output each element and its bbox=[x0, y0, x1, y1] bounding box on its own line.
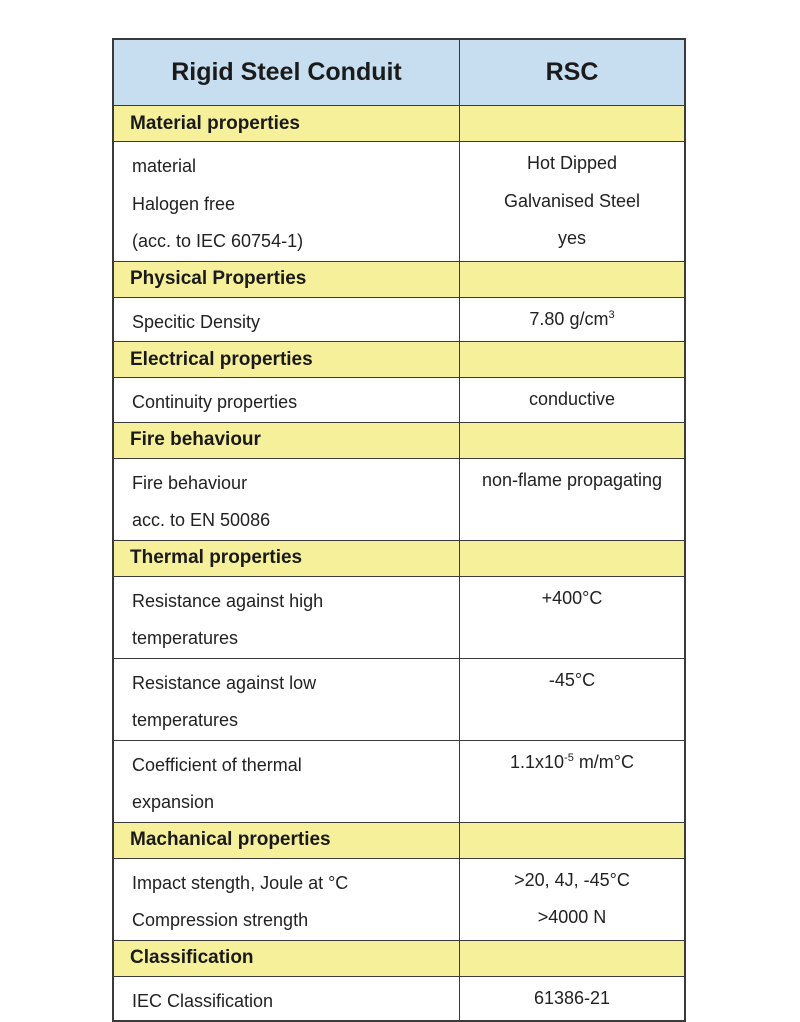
property-value: >20, 4J, -45°C bbox=[514, 869, 630, 890]
property-value: 7.80 $g/cm^3$ bbox=[529, 308, 615, 329]
table-row bbox=[114, 141, 684, 261]
table-row bbox=[114, 658, 684, 740]
property-label: Continuity properties bbox=[132, 392, 298, 412]
section-title: Electrical properties bbox=[114, 342, 460, 377]
property-label: Resistance against high bbox=[132, 590, 324, 611]
section-title: Thermal properties bbox=[114, 541, 460, 576]
property-label: Impact stength, Joule at °C bbox=[132, 872, 349, 893]
section-title: Classification bbox=[114, 941, 460, 976]
section-title: Material properties bbox=[114, 106, 460, 141]
table-row bbox=[114, 377, 684, 422]
property-value: Galvanised Steel bbox=[503, 190, 641, 211]
table-row bbox=[114, 576, 684, 658]
property-label: Specitic Density bbox=[132, 311, 261, 332]
property-value: +400°C bbox=[541, 587, 603, 608]
property-label: acc. to EN 50086 bbox=[132, 510, 271, 530]
property-label: IEC Classification bbox=[132, 990, 274, 1011]
property-label: temperatures bbox=[132, 710, 239, 730]
property-value: Hot Dipped bbox=[526, 153, 618, 173]
section-material bbox=[114, 105, 684, 141]
property-value: -45°C bbox=[548, 669, 596, 690]
property-label: (acc. to IEC 60754-1) bbox=[132, 231, 304, 251]
table-row bbox=[114, 858, 684, 940]
section-classification bbox=[114, 940, 684, 976]
header-product-code: RSC bbox=[545, 58, 599, 86]
table-header bbox=[114, 40, 684, 105]
section-physical bbox=[114, 261, 684, 297]
section-title: Physical Properties bbox=[114, 262, 460, 297]
table-row bbox=[114, 976, 684, 1021]
section-title: Fire behaviour bbox=[114, 423, 460, 458]
property-label: temperatures bbox=[132, 628, 239, 648]
table-row bbox=[114, 297, 684, 342]
property-label: Resistance against low bbox=[132, 672, 317, 693]
property-value: conductive bbox=[528, 389, 616, 409]
property-label: Compression strength bbox=[132, 910, 309, 930]
property-label: Coefficient of thermal bbox=[132, 754, 302, 775]
property-value: 61386-21 bbox=[533, 987, 611, 1008]
section-title: Machanical properties bbox=[114, 823, 460, 858]
section-thermal bbox=[114, 540, 684, 576]
property-label: material bbox=[132, 156, 197, 176]
property-value: >4000 N bbox=[537, 907, 607, 927]
property-value: non-flame propagating bbox=[481, 469, 663, 490]
section-fire bbox=[114, 422, 684, 458]
table-row bbox=[114, 458, 684, 540]
property-value: $1.1x10^{-5}$ m/m°C bbox=[509, 751, 634, 772]
property-value: yes bbox=[557, 228, 586, 248]
table-row bbox=[114, 740, 684, 822]
properties-table bbox=[112, 38, 686, 1022]
header-product-name: Rigid Steel Conduit bbox=[114, 40, 460, 105]
property-label: Fire behaviour bbox=[132, 472, 248, 493]
section-electrical bbox=[114, 341, 684, 377]
section-mechanical bbox=[114, 822, 684, 858]
property-label: expansion bbox=[132, 792, 215, 812]
property-label: Halogen free bbox=[132, 193, 236, 214]
